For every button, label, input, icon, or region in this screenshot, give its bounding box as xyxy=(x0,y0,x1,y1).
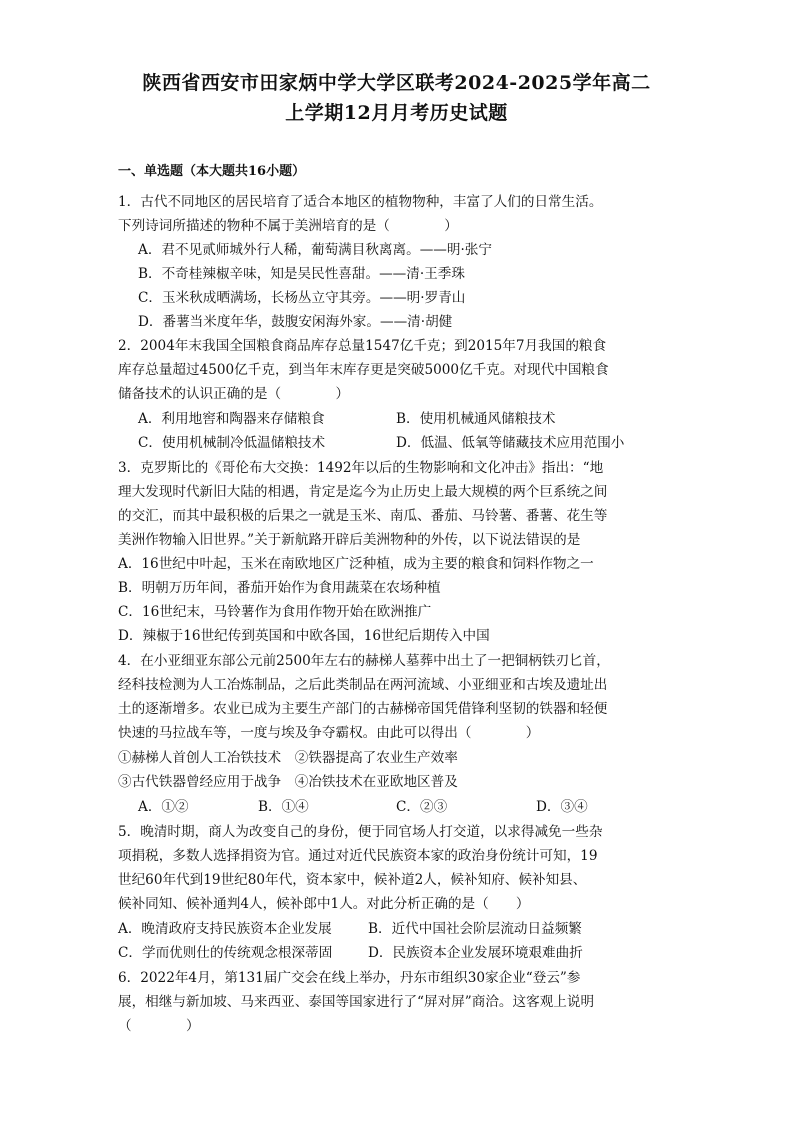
q6-stem-cont2: （ ） xyxy=(118,1018,200,1034)
q5-stem: 5．晚清时期，商人为改变自己的身份，便于同官场人打交道，以求得减免一些杂 xyxy=(118,824,603,840)
q5-stem-cont2: 世纪60年代到19世纪80年代，资本家中，候补道2人，候补知府、候补知县、 xyxy=(118,872,587,888)
page-title-line2: 上学期12月月考历史试题 xyxy=(285,102,508,124)
q3-option-a: A．16世纪中叶起，玉米在南欧地区广泛种植，成为主要的粮食和饲料作物之一 xyxy=(118,556,594,572)
q2-stem-cont2: 储备技术的认识正确的是（ ） xyxy=(118,386,350,402)
q4-option-b: B．①④ xyxy=(258,799,309,815)
q2-stem-cont: 库存总量超过4500亿千克，到当年末库存更是突破5000亿千克。对现代中国粮食 xyxy=(118,362,609,378)
q4-statements-1: ①赫梯人首创人工冶铁技术 ②铁器提高了农业生产效率 xyxy=(118,750,458,766)
q5-option-a: A．晚清政府支持民族资本企业发展 xyxy=(118,921,332,937)
q2-stem: 2．2004年末我国全国粮食商品库存总量1547亿千克；到2015年7月我国的粮食 xyxy=(118,338,607,354)
q1-option-d: D．番薯当米度年华，鼓腹安闲海外家。——清·胡健 xyxy=(138,314,453,330)
q1-option-a: A．君不见贰师城外行人稀，葡萄满目秋离离。——明·张宁 xyxy=(138,242,492,258)
q3-stem-cont2: 的交汇，而其中最积极的后果之一就是玉米、南瓜、番茄、马铃薯、番薯、花生等 xyxy=(118,508,608,524)
q2-option-d: D．低温、低氧等储藏技术应用范围小 xyxy=(396,435,625,451)
q3-option-b: B．明朝万历年间，番茄开始作为食用蔬菜在农场种植 xyxy=(118,580,441,596)
q4-stem-cont3: 快速的马拉战车等，一度与埃及争夺霸权。由此可以得出（ ） xyxy=(118,725,540,741)
q4-option-d: D．③④ xyxy=(536,799,588,815)
q4-option-a: A．①② xyxy=(138,799,189,815)
q3-option-c: C．16世纪末，马铃薯作为食用作物开始在欧洲推广 xyxy=(118,604,432,620)
q5-option-d: D．民族资本企业发展环境艰难曲折 xyxy=(368,945,583,961)
q3-option-d: D．辣椒于16世纪传到英国和中欧各国，16世纪后期传入中国 xyxy=(118,628,490,644)
q1-stem-cont: 下列诗词所描述的物种不属于美洲培育的是（ ） xyxy=(118,218,458,234)
q1-stem: 1．古代不同地区的居民培育了适合本地区的植物物种，丰富了人们的日常生活。 xyxy=(118,194,603,210)
q4-stem-cont2: 土的逐渐增多。农业已成为主要生产部门的古赫梯帝国凭借锋利坚韧的铁器和轻便 xyxy=(118,701,608,717)
q4-option-c: C．②③ xyxy=(396,799,448,815)
q3-stem-cont3: 美洲作物输入旧世界。”关于新航路开辟后美洲物种的外传，以下说法错误的是 xyxy=(118,532,581,548)
q4-stem: 4．在小亚细亚东部公元前2500年左右的赫梯人墓葬中出土了一把铜柄铁刃匕首， xyxy=(118,653,610,669)
q6-stem: 6．2022年4月，第131届广交会在线上举办，丹东市组织30家企业“登云”参 xyxy=(118,970,581,986)
q4-stem-cont: 经科技检测为人工冶炼制品，之后此类制品在两河流域、小亚细亚和古埃及遗址出 xyxy=(118,677,608,693)
q5-stem-cont: 项捐税，多数人选择捐资为官。通过对近代民族资本家的政治身份统计可知，19 xyxy=(118,848,598,864)
q5-stem-cont3: 候补同知、候补通判4人，候补郎中1人。对此分析正确的是（ ） xyxy=(118,896,530,912)
section-heading: 一、单选题（本大题共16小题） xyxy=(118,164,306,179)
q5-option-c: C．学而优则仕的传统观念根深蒂固 xyxy=(118,945,333,961)
q2-option-a: A．利用地窖和陶器来存储粮食 xyxy=(138,411,325,427)
q1-option-b: B．不奇桂辣椒辛味，知是吴民性喜甜。——清·王季珠 xyxy=(138,266,465,282)
q3-stem: 3．克罗斯比的《哥伦布大交换：1492年以后的生物影响和文化冲击》指出：“地 xyxy=(118,460,604,476)
page-title: 陕西省西安市田家炳中学大学区联考2024-2025学年高二 xyxy=(142,72,651,94)
q4-statements-2: ③古代铁器曾经应用于战争 ④冶铁技术在亚欧地区普及 xyxy=(118,774,458,790)
q2-option-c: C．使用机械制冷低温储粮技术 xyxy=(138,435,326,451)
q5-option-b: B．近代中国社会阶层流动日益频繁 xyxy=(368,921,582,937)
q1-option-c: C．玉米秋成晒满场，长杨丛立守其旁。——明·罗青山 xyxy=(138,290,466,306)
q3-stem-cont: 理大发现时代新旧大陆的相遇，肯定是迄今为止历史上最大规模的两个巨系统之间 xyxy=(118,484,608,500)
q6-stem-cont: 展，相继与新加坡、马来西亚、泰国等国家进行了“屏对屏”商洽。这客观上说明 xyxy=(118,994,595,1010)
q2-option-b: B．使用机械通风储粮技术 xyxy=(396,411,556,427)
